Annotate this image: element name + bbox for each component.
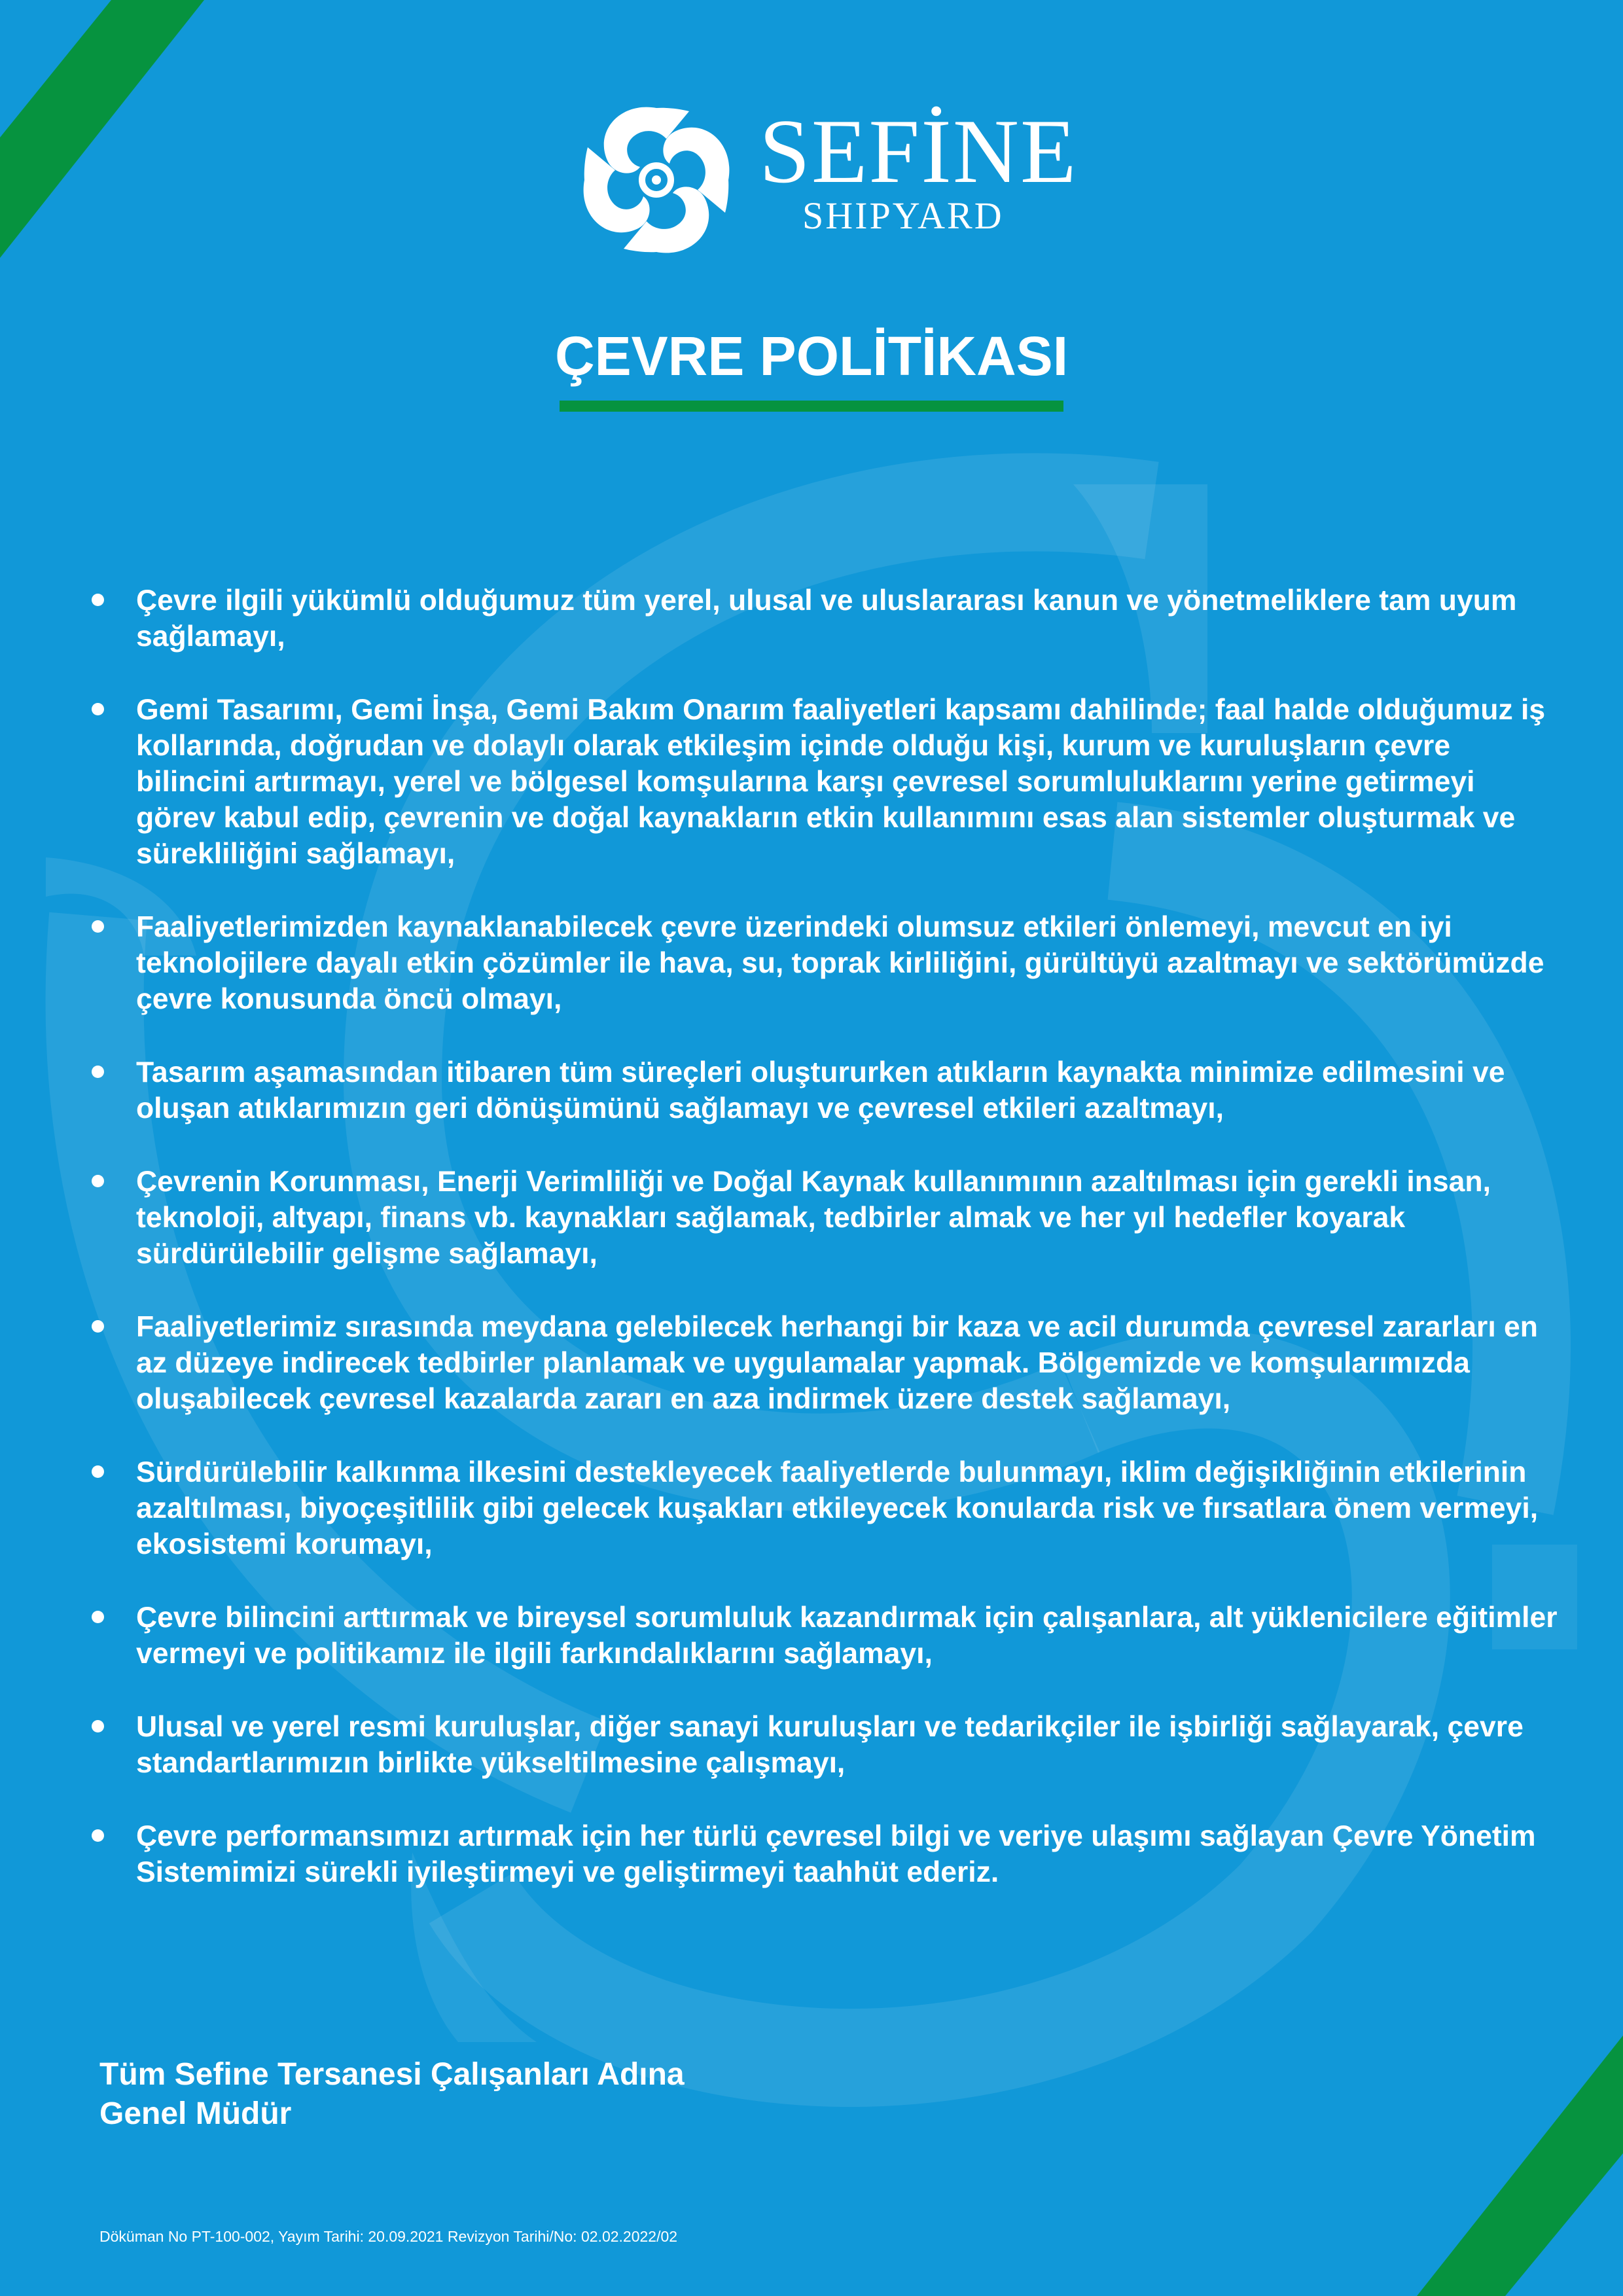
title-underline	[560, 401, 1063, 412]
page-title: ÇEVRE POLİTİKASI	[554, 325, 1069, 387]
signature-block	[99, 2055, 685, 2134]
bullet-icon	[92, 1066, 104, 1078]
policy-item	[85, 1709, 1558, 1781]
policy-item	[85, 1309, 1558, 1417]
policy-item	[85, 1818, 1558, 1890]
policy-text: Gemi Tasarımı, Gemi İnşa, Gemi Bakım Onarım faaliyetleri kapsamı dahilinde; faal halde olduğumuz iş kollarında, doğrudan ve dolaylı olarak etkileşim içinde olduğu kişi, kurum ve kuruluşların çevre bilincini artırmayı, yerel ve bölgesel komşularına karşı çevresel sorumluluklarını yerine getirmeyi görev kabul edip, çevrenin ve doğal kaynakların etkin kullanımını esas alan sistemler oluşturmak ve sürekliliğini sağlamayı,	[136, 694, 1546, 870]
signature-line: Tüm Sefine Tersanesi Çalışanları Adına	[99, 2057, 685, 2092]
bullet-icon	[92, 1829, 104, 1842]
company-logo	[575, 93, 1078, 266]
bullet-icon	[92, 1175, 104, 1187]
policy-text: Çevrenin Korunması, Enerji Verimliliği ve Doğal Kaynak kullanımının azaltılması için gerekli insan, teknoloji, altyapı, finans vb. kaynakları sağlamak, tedbirler almak ve her yıl hedefler koyarak sürdürülebilir gelişme sağlamayı,	[136, 1166, 1491, 1270]
policy-text: Çevre performansımızı artırmak için her türlü çevresel bilgi ve veriye ulaşımı sağlayan Çevre Yönetim Sistemimizi sürekli iyileştirmeyi ve geliştirmeyi taahhüt ederiz.	[136, 1820, 1536, 1888]
bullet-icon	[92, 920, 104, 933]
policy-item	[85, 1164, 1558, 1272]
policy-list	[85, 583, 1558, 1928]
bullet-icon	[92, 594, 104, 606]
bullet-icon	[92, 1320, 104, 1333]
document-info: Döküman No PT-100-002, Yayım Tarihi: 20.09.2021 Revizyon Tarihi/No: 02.02.2022/02	[99, 2228, 678, 2245]
policy-text: Sürdürülebilir kalkınma ilkesini destekleyecek faaliyetlerde bulunmayı, iklim değişikliğinin etkilerinin azaltılması, biyoçeşitlilik gibi gelecek kuşakları etkileyecek konularda risk ve fırsatlara önem vermeyi, ekosistemi korumayı,	[136, 1456, 1539, 1560]
policy-text: Tasarım aşamasından itibaren tüm süreçleri oluştururken atıkların kaynakta minimize edilmesini ve oluşan atıklarımızın geri dönüşümünü sağlamayı ve çevresel etkileri azaltmayı,	[136, 1056, 1505, 1124]
policy-item	[85, 1054, 1558, 1126]
policy-text: Faaliyetlerimizden kaynaklanabilecek çevre üzerindeki olumsuz etkileri önlemeyi, mevcut en iyi teknolojilere dayalı etkin çözümler ile hava, su, toprak kirliliğini, gürültüyü azaltmayı ve sektörümüzde çevre konusunda öncü olmayı,	[136, 911, 1544, 1015]
logo-wordmark: SEFİNE	[759, 101, 1078, 202]
bullet-icon	[92, 1611, 104, 1623]
policy-text: Çevre bilincini arttırmak ve bireysel sorumluluk kazandırmak için çalışanlara, alt yüklenicilere eğitimler vermeyi ve politikamız ile ilgili farkındalıklarını sağlamayı,	[136, 1602, 1558, 1670]
policy-item	[85, 583, 1558, 655]
sefine-emblem-icon	[575, 98, 738, 262]
policy-item	[85, 1454, 1558, 1562]
bullet-icon	[92, 703, 104, 715]
bullet-icon	[92, 1465, 104, 1478]
logo-subtitle: SHIPYARD	[802, 194, 1004, 237]
policy-text: Çevre ilgili yükümlü olduğumuz tüm yerel, ulusal ve uluslararası kanun ve yönetmeliklere tam uyum sağlamayı,	[136, 584, 1517, 653]
policy-item	[85, 692, 1558, 872]
policy-item	[85, 1600, 1558, 1672]
policy-text: Ulusal ve yerel resmi kuruluşlar, diğer sanayi kuruluşları ve tedarikçiler ile işbirliği sağlayarak, çevre standartlarımızın birlikte yükseltilmesine çalışmayı,	[136, 1711, 1524, 1779]
policy-item	[85, 909, 1558, 1017]
signature-title: Genel Müdür	[99, 2096, 292, 2131]
bullet-icon	[92, 1720, 104, 1732]
policy-text: Faaliyetlerimiz sırasında meydana gelebilecek herhangi bir kaza ve acil durumda çevresel zararları en az düzeye indirecek tedbirler planlamak ve uygulamalar yapmak. Bölgemizde ve komşularımızda oluşabilecek çevresel kazalarda zararı en aza indirmek üzere destek sağlamayı,	[136, 1311, 1538, 1415]
